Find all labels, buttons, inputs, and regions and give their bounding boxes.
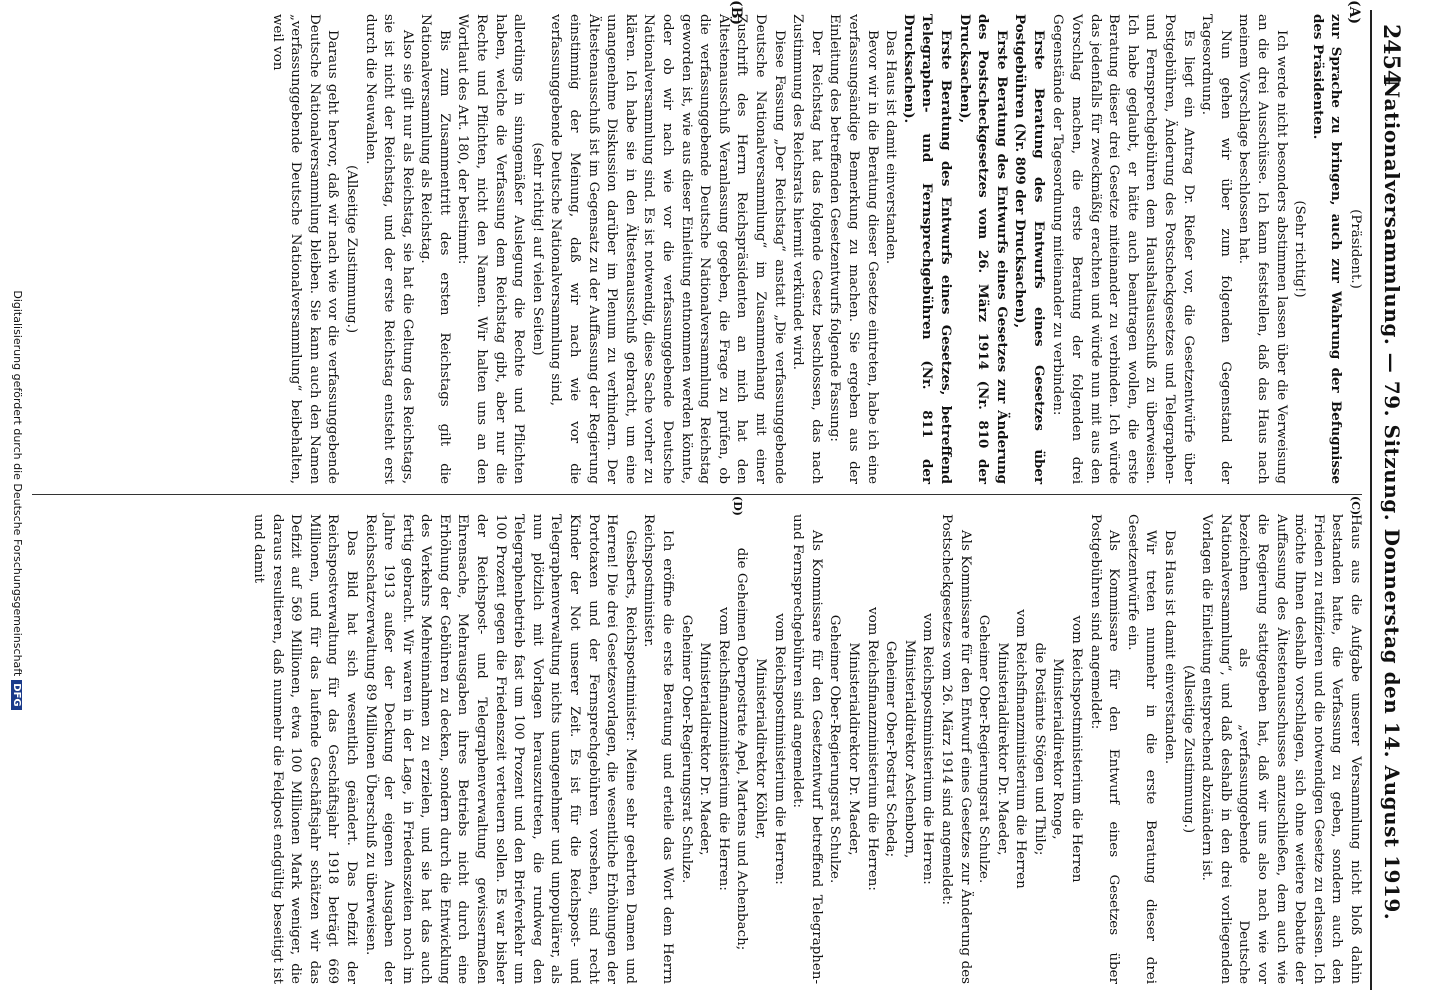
margin-marker-d: (D) [731,496,744,516]
agenda-item: Erste Beratung des Entwurfs eines Gesetzes zur Änderung des Postscheckgesetzes vom 26. März 1914 (Nr. 810 der Drucksachen), [956,14,1010,484]
paragraph: Wir treten nunmehr in die erste Beratung dieser drei Gesetzentwürfe ein. [1124,514,1159,984]
quotation: Der Reichstag hat das folgende Gesetz beschlossen, das nach Zustimmung des Reichsrats hiermit verkündet wird. [790,14,824,484]
paragraph: Nun gehen wir über zum folgenden Gegenstand der Tagesordnung. [1199,14,1233,484]
footer-text: Digitalisierung gefördert durch die Deutsche Forschungsgemeinschaft [11,290,24,677]
official-line: Ministerialdirektor Ronge, [1050,658,1066,840]
ministry-line: vom Reichspostministerium die Herren: [771,613,787,885]
ministry-line: vom Reichsfinanzministerium die Herren [1013,609,1029,889]
paragraph: Diese Fassung „Der Reichstag“ anstatt „Die verfassunggebende Deutsche Nationalversammlung“ im Zusammenhang mit einer Zuschrift des Herrn Reichspräsidenten an mich hat den Ältestenausschuß Veranlassung gegeben, die Frage zu prüfen, ob die verfassunggebende Deutsche Nationalversammlung Reichstag geworden ist, wie aus dieser Einleitung entnommen werden könnte, oder ob wir nach wie vor die verfassunggebende Deutsche Nationalversammlung sind. Es ist notwendig, diese Sache vorher zu klären. Ich habe sie in den Ältestenausschuß gebracht, um eine unangenehme Diskussion darüber im Plenum zu verhindern. Der Ältestenausschuß ist im Gegensatz zu der Auffassung der Regierung einstimmig der Meinung, daß wir nach wie vor die verfassunggebende Deutsche Nationalversammlung sind, [548,14,787,484]
running-title: Nationalversammlung. — 79. Sitzung. Donnerstag den 14. August 1919. [1380,79,1404,921]
speaker-note: (Präsident.) [1348,209,1363,289]
interjection: (Sehr richtig!) [1292,200,1308,298]
official-line: Geheimer Ober-Regierungsrat Schulze. [827,614,843,884]
interjection: (Allseitige Zustimmung.) [343,164,359,334]
commissioner-heading: Als Kommissare für den Gesetzentwurf betreffend Telegraphen- und Fernsprechgebühren sind angemeldet: [790,514,824,984]
paragraph: Daraus geht hervor, daß wir nach wie vor die verfassunggebende Deutsche Nationalversammlung bleiben. Sie kann auch den Namen „verfassunggebende Deutsche Nationalversammlung“ beibehalten, weil von [269,14,341,484]
official-line: Ministerialdirektor Dr. Maeder, [994,642,1010,856]
paragraph: Ich werde nicht besonders abstimmen lassen über die Verweisung an die drei Ausschüsse. Ich kann feststellen, daß das Haus nach meinem Vorschlage beschlossen hat. [1236,14,1289,484]
official-line: Ministerialdirektor Dr. Maeder, [845,642,861,856]
paragraph: Das Haus ist damit einverstanden. [883,30,899,265]
quotation: Bis zum Zusammentritt des ersten Reichstags gilt die Nationalversammlung als Reichstag. [418,14,452,484]
official-line: Ministerialdirektor Dr. Maeder, [697,642,713,856]
left-column [267,14,1364,484]
dfg-logo: DFG [11,680,22,709]
commissioner-heading: Als Kommissare für den Entwurf eines Gesetzes zur Änderung des Postscheckgesetzes vom 26. März 1914 sind angemeldet: [938,514,973,984]
official-line: die Geheimen Oberpostrate Apel, Martens und Achenbach; [734,547,750,951]
commissioner-heading: Als Kommissare für den Entwurf eines Gesetzes über Postgebühren sind angemeldet: [1087,514,1122,984]
ministry-line: vom Reichsfinanzministerium die Herren: [864,607,880,891]
official-line: die Postämte Stögen und Thilo; [1031,642,1047,856]
paragraph: allerdings in sinngemäßer Auslegung die Rechte und Pflichten haben, welche die Verfassung dem Reichstag gibt, aber nur die Rechte und Pflichten, nicht den Namen. Wir halten uns an den Wortlaut des Art. 180, der bestimmt: [455,14,527,484]
speech-paragraph: Giesberts, Reichspostminister: Meine sehr geehrten Damen und Herren! Die drei Gesetzesvorlagen, die wesentliche Erhöhungen der Portotaxen und der Fernsprechgebühren vorsehen, sind recht Kinder der Not unserer Zeit. Es ist für die Reichspost- und Telegraphenverwaltung nichts unangenehmer und unpopulärer, als nun plötzlich mit Vorlagen herauszutreten, die rundweg den Telegraphenbetrieb fast um 100 Prozent und den Briefverkehr um 100 Prozent gegen die Friedenszeit verteuern sollen. Es war bisher der Reichspost- und Telegraphenverwaltung gewissermaßen Ehrensache, Mehrausgaben ihres Betriebs nicht durch eine Erhöhung der Gebühren zu decken, sondern durch die Entwicklung des Verkehrs Mehreinnahmen zu erzielen, und sie hat das auch fertig gebracht. Wir waren in der Lage, in Friedenszeiten noch im Jahre 1913 außer der Deckung der eigenen Ausgaben der Reichsschatzverwaltung 89 Millionen Überschuß zu überweisen. [362,514,638,984]
official-line: Ministerialdirektor Köhler, [753,658,768,840]
margin-marker-c: (C) [1349,496,1362,516]
official-line: Ministerialdirektor Aschenborn, [901,639,917,859]
ministry-line: vom Reichspostministerium die Herren [1069,615,1085,883]
paragraph: Also sie gilt nur als Reichstag, sie hat die Geltung des Reichstags, sie ist nicht der Reichstag, und der erste Reichstag entsteht erst durch die Neuwahlen. [362,14,415,484]
ministry-line: vom Reichsfinanzministerium die Herren: [715,607,731,891]
speech-paragraph: Das Bild hat sich wesentlich geändert. Das Defizit der Reichspostverwaltung für das Geschäftsjahr 1918 beträgt 669 Millionen, und für das laufende Geschäftsjahr schätzen wir das Defizit auf 569 Millionen, etwa 100 Millionen Mark weniger, die daraus resultieren, daß nunmehr die Feldpost endgültig beseitigt ist und damit [250,514,359,984]
paragraph: Das Haus ist damit einverstanden. [1162,530,1178,765]
column-divider [32,494,1362,495]
paragraph: zur Sprache zu bringen, auch zur Wahrung der Befugnisse des Präsidenten. [1309,14,1345,484]
interjection: (Allseitige Zustimmung.) [1180,664,1196,834]
interjection: (sehr richtig! auf vielen Seiten) [529,142,545,356]
paragraph: Haus aus die Aufgabe unserer Versammlung nicht bloß dahin bestanden hatte, die Verfassung zu geben, sondern auch den Frieden zu ratifizieren und die notwendigen Gesetze zu erlassen. Ich möchte Ihnen deshalb vorschlagen, sich ohne weitere Debatte der Auffassung des Ältestenausschusses anzuschließen, dem auch wie die Regierung stattgegeben hat, daß wir uns also nach wie vor bezeichnen als „verfassunggebende Deutsche Nationalversammlung“, und daß deshalb in den drei vorliegenden Vorlagen die Einleitung entsprechend abzuändern ist. [1199,514,1363,984]
paragraph: Ich eröffne die erste Beratung und erteile das Wort dem Herrn Reichspostminister. [641,514,676,984]
paragraph: Es liegt ein Antrag Dr. Rießer vor, die Gesetzentwürfe über Postgebühren, Änderung des Postscheckgesetzes und Telegraphen- und Fernsprechgebühren dem Haushaltsausschuß zu überweisen. Ich habe geglaubt, er hätte auch beantragen wollen, die erste Beratung dieser drei Gesetze miteinander zu verbinden. Ich würde das jedenfalls für zweckmäßig erachten und würde nun mit aus den Vorschlag machen, die erste Beratung der folgenden drei Gegenstände der Tagesordnung miteinander zu verbinden: [1050,14,1196,484]
page-number: 2454 [1378,24,1404,86]
margin-marker-a: (A) [1346,0,1362,25]
paragraph: Bevor wir in die Beratung dieser Gesetze eintreten, habe ich eine verfassungsändige Bemerkung zu machen. Sie ergeben aus der Einleitung des betreffenden Gesetzentwurfs folgende Fassung: [827,14,880,484]
agenda-item: Erste Beratung des Entwurfs eines Gesetzes, betreffend Telegraphen- und Fernsprechgebühren (Nr. 811 der Drucksachen). [900,14,954,484]
header-rule [1370,10,1372,990]
right-column [248,514,1364,984]
digitization-footer [11,0,24,1000]
official-line: Geheimer Ober-Postrat Scheda; [883,640,899,858]
official-line: Geheimer Ober-Regierungsrat Schulze. [678,614,694,884]
ministry-line: vom Reichspostministerium die Herren: [920,613,936,885]
page-header [1372,10,1412,990]
official-line: Geheimer Ober-Regierungsrat Schulze. [976,614,992,884]
agenda-item: Erste Beratung des Entwurfs eines Gesetzes über Postgebühren (Nr. 809 der Drucksachen), [1012,14,1047,484]
margin-marker-b: (B) [728,0,744,26]
